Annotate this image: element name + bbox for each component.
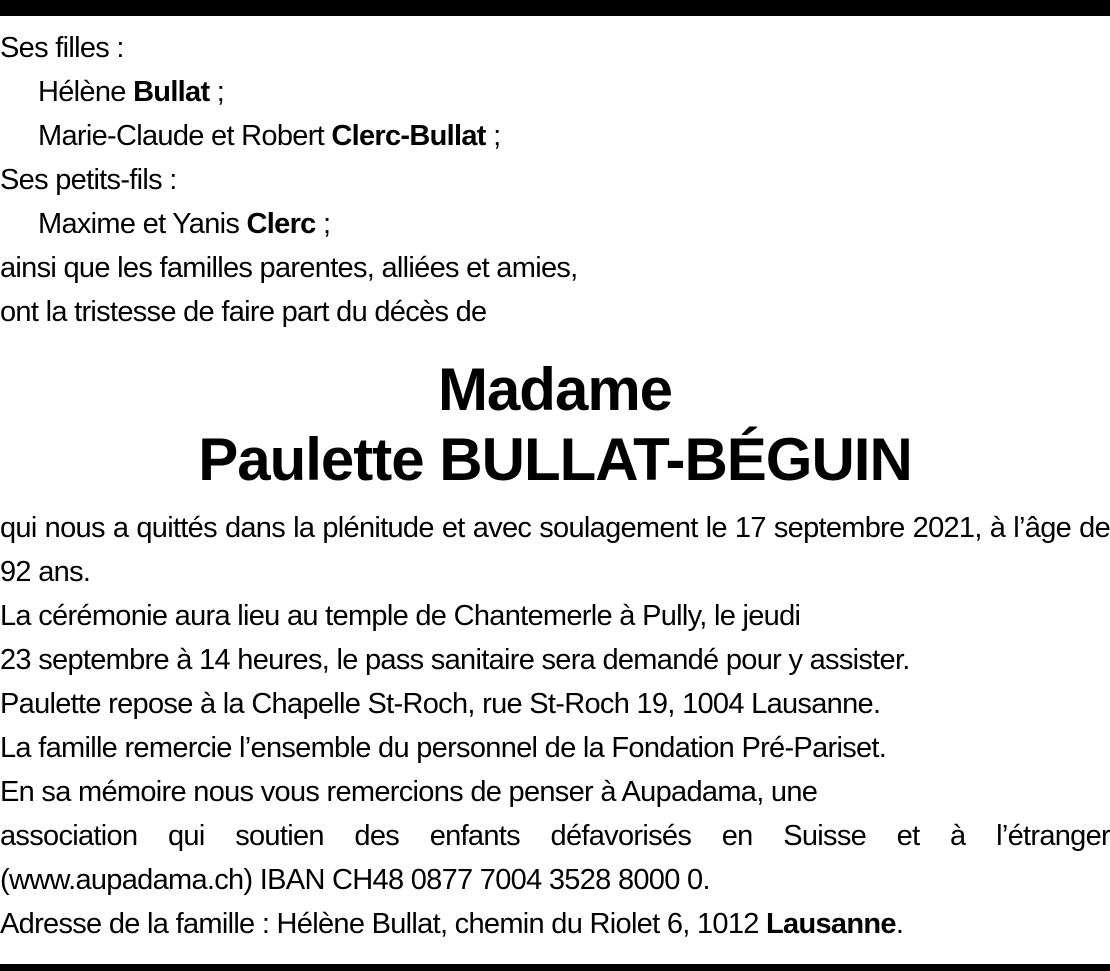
grandsons-first-names: Maxime et Yanis	[38, 208, 240, 240]
grandsons-entry: Maxime et Yanis Clerc ;	[38, 208, 331, 240]
donation-paragraph: association qui soutien des enfants défavorisés en Suisse et à l’étranger (www.aupadama.ch) IBAN CH48 0877 7004 3528 8000 0.	[0, 820, 1110, 896]
grandsons-label: Ses petits-fils :	[0, 164, 177, 196]
daughters-label: Ses filles :	[0, 32, 124, 64]
families-line: ainsi que les familles parentes, alliées et amies,	[0, 252, 578, 284]
daughter-entry-2: Marie-Claude et Robert Clerc-Bullat ;	[38, 120, 501, 152]
deceased-title: Madame	[437, 356, 673, 423]
family-address-line: Adresse de la famille : Hélène Bullat, chemin du Riolet 6, 1012 Lausanne.	[0, 908, 904, 940]
ceremony-line-2: 23 septembre à 14 heures, le pass sanitaire sera demandé pour y assister.	[0, 644, 910, 676]
daughter-last-name: Clerc-Bullat	[331, 120, 486, 152]
thanks-line: La famille remercie l’ensemble du personnel de la Fondation Pré-Pariset.	[0, 732, 887, 764]
death-notice	[0, 26, 1110, 946]
daughter-first-name: Hélène	[38, 76, 126, 108]
passing-paragraph: qui nous a quittés dans la plénitude et avec soulagement le 17 septembre 2021, à l’âge de 92 ans.	[0, 512, 1110, 588]
deceased-name-block	[0, 356, 1110, 496]
daughter-last-name: Bullat	[133, 76, 210, 108]
daughter-entry-1: Hélène Bullat ;	[38, 76, 225, 108]
address-city: Lausanne	[766, 908, 896, 940]
donation-line-1: En sa mémoire nous vous remercions de penser à Aupadama, une	[0, 776, 818, 808]
deceased-name: Paulette BULLAT-BÉGUIN	[198, 426, 912, 493]
address-text: Adresse de la famille : Hélène Bullat, chemin du Riolet 6, 1012	[0, 908, 759, 940]
top-border-rule	[0, 0, 1110, 16]
sadness-line: ont la tristesse de faire part du décès de	[0, 296, 487, 328]
ceremony-line-1: La cérémonie aura lieu au temple de Chantemerle à Pully, le jeudi	[0, 600, 801, 632]
repose-line: Paulette repose à la Chapelle St-Roch, rue St-Roch 19, 1004 Lausanne.	[0, 688, 881, 720]
grandsons-last-name: Clerc	[246, 208, 316, 240]
notice-details	[0, 506, 1110, 946]
daughter-first-name: Marie-Claude et Robert	[38, 120, 325, 152]
bottom-border-rule	[0, 964, 1110, 971]
